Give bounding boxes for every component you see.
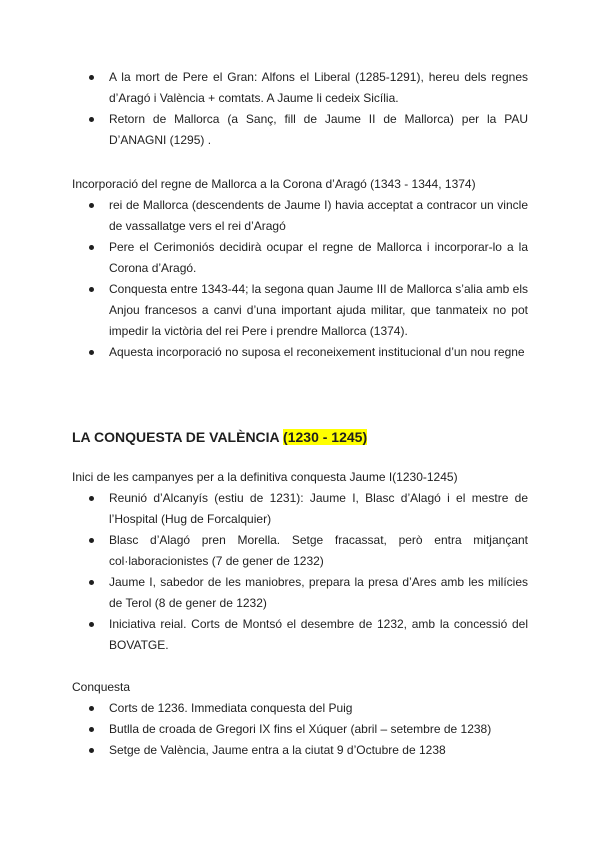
heading-dates: (1230 - 1245) (283, 429, 368, 445)
list-item (72, 614, 528, 656)
list-item (72, 279, 528, 342)
bullet-list (72, 67, 528, 151)
section-heading (72, 427, 528, 447)
list-item-text: Reunió d’Alcanyís (estiu de 1231): Jaume I, Blasc d’Alagó i el mestre de l’Hospital (Hug de Forcalquier) (109, 491, 528, 526)
list-item (72, 698, 528, 719)
list-item-text: Blasc d’Alagó pren Morella. Setge fracassat, però entra mitjançant col·laboracionistes (7 de gener de 1232) (109, 533, 528, 568)
list-item-text: Retorn de Mallorca (a Sanç, fill de Jaume II de Mallorca) per la PAU D’ANAGNI (1295) . (109, 112, 528, 147)
list-item-text: Jaume I, sabedor de les maniobres, prepara la presa d’Ares amb les milícies de Terol (8 de gener de 1232) (109, 575, 528, 610)
bullet-icon (89, 622, 94, 627)
heading-title: LA CONQUESTA DE VALÈNCIA (72, 429, 280, 445)
list-item (72, 530, 528, 572)
list-item-text: Aquesta incorporació no suposa el reconeixement institucional d’un nou regne (109, 345, 525, 359)
list-item (72, 488, 528, 530)
bullet-icon (89, 538, 94, 543)
list-item-text: Corts de 1236. Immediata conquesta del Puig (109, 701, 353, 715)
list-item-text: Pere el Cerimoniós decidirà ocupar el regne de Mallorca i incorporar-lo a la Corona d’Aragó. (109, 240, 528, 275)
bullet-icon (89, 117, 94, 122)
section-intro: Inici de les campanyes per a la definitiva conquesta Jaume I(1230-1245) (72, 470, 458, 484)
bullet-icon (89, 580, 94, 585)
bullet-list (72, 698, 528, 761)
bullet-icon (89, 706, 94, 711)
list-item-text: Butlla de croada de Gregori IX fins el Xúquer (abril – setembre de 1238) (109, 722, 492, 736)
list-item (72, 740, 528, 761)
bullet-icon (89, 496, 94, 501)
list-item-text: A la mort de Pere el Gran: Alfons el Liberal (1285-1291), hereu dels regnes d’Aragó i València + comtats. A Jaume li cedeix Sicília. (109, 70, 528, 105)
list-item-text: Iniciativa reial. Corts de Montsó el desembre de 1232, amb la concessió del BOVATGE. (109, 617, 528, 652)
bullet-list (72, 488, 528, 656)
list-item (72, 109, 528, 151)
section-intro: Conquesta (72, 680, 131, 694)
bullet-icon (89, 748, 94, 753)
list-item (72, 195, 528, 237)
section-conquesta (72, 677, 528, 761)
list-item-text: rei de Mallorca (descendents de Jaume I) havia acceptat a contracor un vincle de vassallatge vers el rei d’Aragó (109, 198, 528, 233)
bullet-icon (89, 203, 94, 208)
list-item-text: Conquesta entre 1343-44; la segona quan Jaume III de Mallorca s’alia amb els Anjou francesos a canvi d’una important ajuda militar, que tanmateix no pot impedir la victòria del rei Pere i prendre Mallorca (1374). (109, 282, 528, 338)
bullet-icon (89, 245, 94, 250)
list-item (72, 719, 528, 740)
page-heading (72, 427, 528, 447)
section-top (72, 67, 528, 151)
section-mallorca (72, 174, 528, 363)
section-intro: Incorporació del regne de Mallorca a la Corona d’Aragó (1343 - 1344, 1374) (72, 177, 476, 191)
bullet-list (72, 195, 528, 363)
bullet-icon (89, 727, 94, 732)
list-item (72, 237, 528, 279)
list-item (72, 572, 528, 614)
section-inici (72, 467, 528, 656)
bullet-icon (89, 75, 94, 80)
bullet-icon (89, 287, 94, 292)
list-item (72, 67, 528, 109)
bullet-icon (89, 350, 94, 355)
list-item (72, 342, 528, 363)
list-item-text: Setge de València, Jaume entra a la ciutat 9 d’Octubre de 1238 (109, 743, 446, 757)
